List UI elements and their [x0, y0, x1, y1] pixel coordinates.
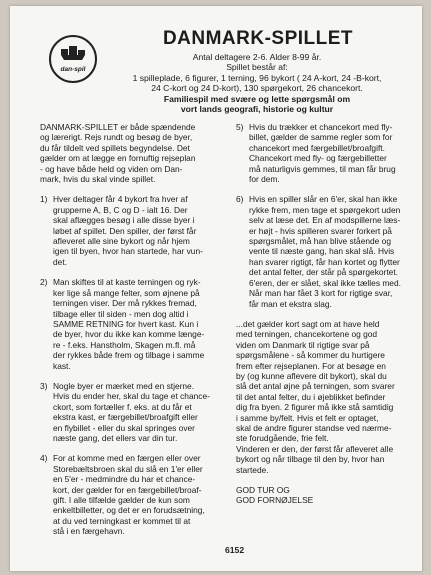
text-line: og lærerigt. Rejs rundt og besøg de byer, [40, 132, 193, 143]
text-line: med terningen, chancekortene og god [236, 329, 378, 340]
text-line: løbet af spillet. Den spiller, der først får [53, 225, 197, 236]
text-line: Man skiftes til at kaste terningen og ryk- [53, 277, 201, 288]
text-line: bykort og når tilbage til den by, hvor han [236, 454, 385, 465]
rule-number: 4) [40, 453, 48, 464]
text-line: - og have både held og viden om Dan- [40, 163, 183, 174]
text-line: en 5'er - medmindre du har et chance- [53, 474, 196, 485]
text-line: i samme by/felt. Hvis et felt er optaget, [236, 412, 379, 423]
text-line: tilbage eller til siden - men dog altid i [53, 308, 189, 319]
header-line: Antal deltagere 2-6. Alder 8-99 år. [192, 52, 322, 62]
header-bold-line: vort lands geografi, historie og kultur [180, 104, 334, 115]
header-info [102, 52, 412, 114]
text-line: for dem. [249, 174, 280, 185]
text-line: mark, hvis du skal vinde spillet. [40, 174, 156, 185]
text-line: ckort, som fortæller f. eks. at du får et [53, 401, 192, 412]
header-line: 1 spilleplade, 6 figurer, 1 terning, 96 bykort ( 24 A-kort, 24 -B-kort, [132, 72, 382, 83]
text-line: billet, gælder de samme regler som for [249, 132, 393, 143]
text-line: startede. [236, 464, 269, 475]
text-line: der rykkes både frem og tilbage i samme [53, 350, 205, 361]
text-line: SAMME RETNING for hvert kast. Kun i [53, 318, 199, 329]
text-line: stå i en færgehavn. [53, 526, 125, 537]
rule-text [53, 381, 228, 443]
text-line: DANMARK-SPILLET er både spændende [40, 122, 196, 132]
text-line: til det antal felter, du i øjeblikket befinder [236, 391, 386, 402]
rule-1 [40, 194, 228, 267]
text-line: spørgsmålene - så kommer du hurtigere [236, 350, 385, 361]
text-line: de byer, hvor du ikke kan komme længe- [53, 329, 205, 340]
text-line: han svarer rigtigt, får han kortet og flytter [249, 256, 400, 267]
header-line: Spillet består af: [226, 62, 288, 73]
text-line: skal de andre figurer standse ved nærme- [236, 422, 392, 433]
text-line: Hvis du ender her, skal du tage et chance- [53, 391, 210, 402]
product-number: 6152 [225, 545, 245, 555]
rule-text [249, 122, 416, 184]
text-line: ste forudgående, frie felt. [236, 433, 329, 444]
text-line: Hver deltager får 4 bykort fra hver af [53, 194, 188, 205]
text-line: by (og kunne aflevere dit bykort), skal du [236, 370, 387, 381]
left-column [40, 122, 228, 547]
text-line: re - f.eks. Hanstholm, Skagen m.fl. må [53, 339, 196, 350]
text-line: afleveret alle sine bykort og når hjem [53, 236, 190, 247]
text-line: chancekort med færgebillet/broafgift. [249, 142, 385, 153]
text-line: 6'eren, der er slået, skal ikke tælles med. [249, 277, 401, 288]
intro-paragraph [40, 122, 228, 184]
text-line: Hvis en spiller slår en 6'er, skal han ikke [249, 194, 398, 205]
text-line: vente til næste gang, han skal slå. Hvis [249, 246, 395, 257]
text-line: er højt - hvis spilleren svarer forkert på [249, 225, 392, 236]
text-line: kort, der gælder for en færgebillet/broaf- [53, 484, 202, 495]
text-line: GOD FORNØJELSE [236, 495, 314, 506]
text-line: gælder om at lægge en fornuftig rejseplan [40, 153, 196, 164]
text-line: Når man har fået 3 kort for rigtige svar, [249, 288, 393, 299]
text-line: For at komme med en færgen eller over [53, 453, 201, 464]
text-line: viden om Danmark til rigtige svar på [236, 339, 370, 350]
text-line: rykke frem, men tage et spørgekort uden [249, 204, 401, 215]
rule-3 [40, 381, 228, 443]
text-line: skal aflægges besøg i alle disse byer i [53, 215, 195, 226]
rule-number: 5) [236, 122, 244, 132]
rules-sheet [10, 6, 422, 571]
rule-text [53, 194, 228, 267]
rule-4 [40, 453, 228, 536]
text-line: enkeltbilletter, og det er en forudsætning, [53, 505, 205, 516]
text-line: må naturligvis gemmes, til man får brug [249, 163, 396, 174]
game-pieces-icon [51, 37, 95, 81]
header-bold-line: Familiespil med svære og lette spørgsmål om [163, 93, 351, 104]
text-line: dig fra byen. 2 figurer må ikke stå samtidig [236, 402, 394, 413]
text-line: Chancekort med fly- og færgebilletter [249, 153, 387, 164]
text-line: Vinderen er den, der først får afleveret alle [236, 443, 394, 454]
rule-5 [236, 122, 416, 184]
farewell-text [236, 485, 416, 506]
text-line: kast. [53, 360, 71, 371]
rule-2 [40, 277, 228, 371]
text-line: en flybillet - eller du skal springes over [53, 422, 195, 433]
text-line: spørgsmålet, må han blive stående og [249, 236, 391, 247]
rule-number: 2) [40, 277, 48, 288]
text-line: Hvis du trækker et chancekort med fly- [249, 122, 393, 132]
right-column [236, 122, 416, 516]
text-line: grupperne A, B, C og D - ialt 16. Der [53, 204, 188, 215]
text-line: at du ved terningkast er kommet til at [53, 515, 191, 526]
text-line: ker lige så mange felter, som øjnene på [53, 287, 200, 298]
rule-number: 1) [40, 194, 48, 205]
text-line: terningen viser. Der må rykkes fremad, [53, 298, 197, 309]
rule-text [53, 277, 228, 371]
rule-number: 6) [236, 194, 244, 205]
text-line: Nogle byer er mærket med en stjerne. [53, 380, 195, 391]
text-line: GOD TUR OG [236, 485, 290, 495]
rule-text [249, 194, 416, 308]
text-line: du får tildelt ved spillets begyndelse. Det [40, 142, 190, 153]
text-line: næste gang, det ellers var din tur. [53, 432, 178, 443]
text-line: ...det gælder kort sagt om at have held [236, 318, 380, 329]
text-line: det antal felter, der står på spørgekortet. [249, 267, 398, 278]
rule-text [53, 453, 228, 536]
page-title: DANMARK-SPILLET [162, 28, 354, 49]
text-line: igen til byen, hvor han startede, har vun- [53, 246, 203, 257]
logo-text: dan-spil [60, 66, 86, 73]
text-line: ekstra kast, er færgebillet/broafgift eller [53, 412, 198, 423]
text-line: Storebæltsbroen skal du slå en 1'er eller [53, 463, 203, 474]
dan-spil-logo [49, 35, 97, 83]
text-line: får man et ekstra slag. [249, 298, 332, 309]
closing-paragraph [236, 319, 416, 475]
text-line: det. [53, 256, 67, 267]
text-line: gift. I alle tilfælde gælder de kun som [53, 495, 190, 505]
rule-6 [236, 194, 416, 308]
text-line: frem efter rejseplanen. For at besøge en [236, 360, 386, 371]
header-line: 24 C-kort og 24 D-kort), 130 spørgekort, 26 chancekort. [151, 83, 363, 94]
text-line: slå det antal øjne på terningen, som svarer [236, 381, 395, 392]
rule-number: 3) [40, 380, 48, 391]
text-line: selv at læse det. En af modspillerne læs- [249, 215, 401, 226]
